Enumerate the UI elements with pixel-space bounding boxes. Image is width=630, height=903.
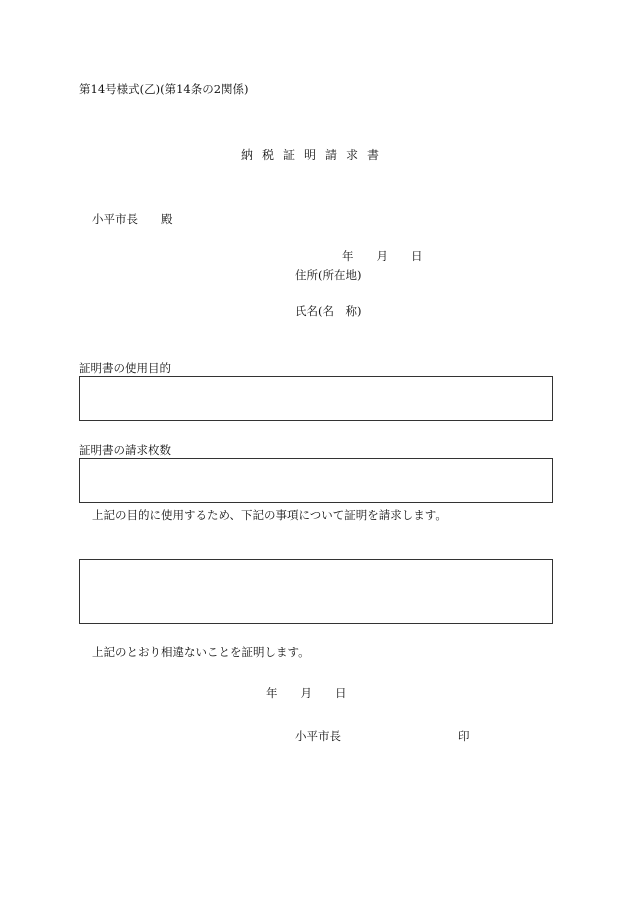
request-statement: 上記の目的に使用するため、下記の事項について証明を請求します。 — [92, 508, 447, 522]
certify-statement: 上記のとおり相違ないことを証明します。 — [92, 645, 310, 659]
seal-mark: 印 — [458, 729, 470, 743]
purpose-label: 証明書の使用目的 — [79, 361, 171, 375]
issuer: 小平市長 — [295, 729, 341, 743]
certification-field[interactable] — [79, 559, 553, 624]
date-bottom: 年 月 日 — [266, 686, 347, 700]
copies-field[interactable] — [79, 458, 553, 503]
purpose-field[interactable] — [79, 376, 553, 421]
name-label: 氏名(名 称) — [295, 304, 362, 318]
copies-label: 証明書の請求枚数 — [79, 443, 171, 457]
date-top: 年 月 日 — [342, 249, 423, 263]
form-number: 第14号様式(乙)(第14条の2関係) — [79, 82, 249, 96]
document-title: 納税証明請求書 — [241, 148, 389, 162]
addressee: 小平市長 殿 — [92, 212, 173, 226]
address-label: 住所(所在地) — [295, 268, 362, 282]
